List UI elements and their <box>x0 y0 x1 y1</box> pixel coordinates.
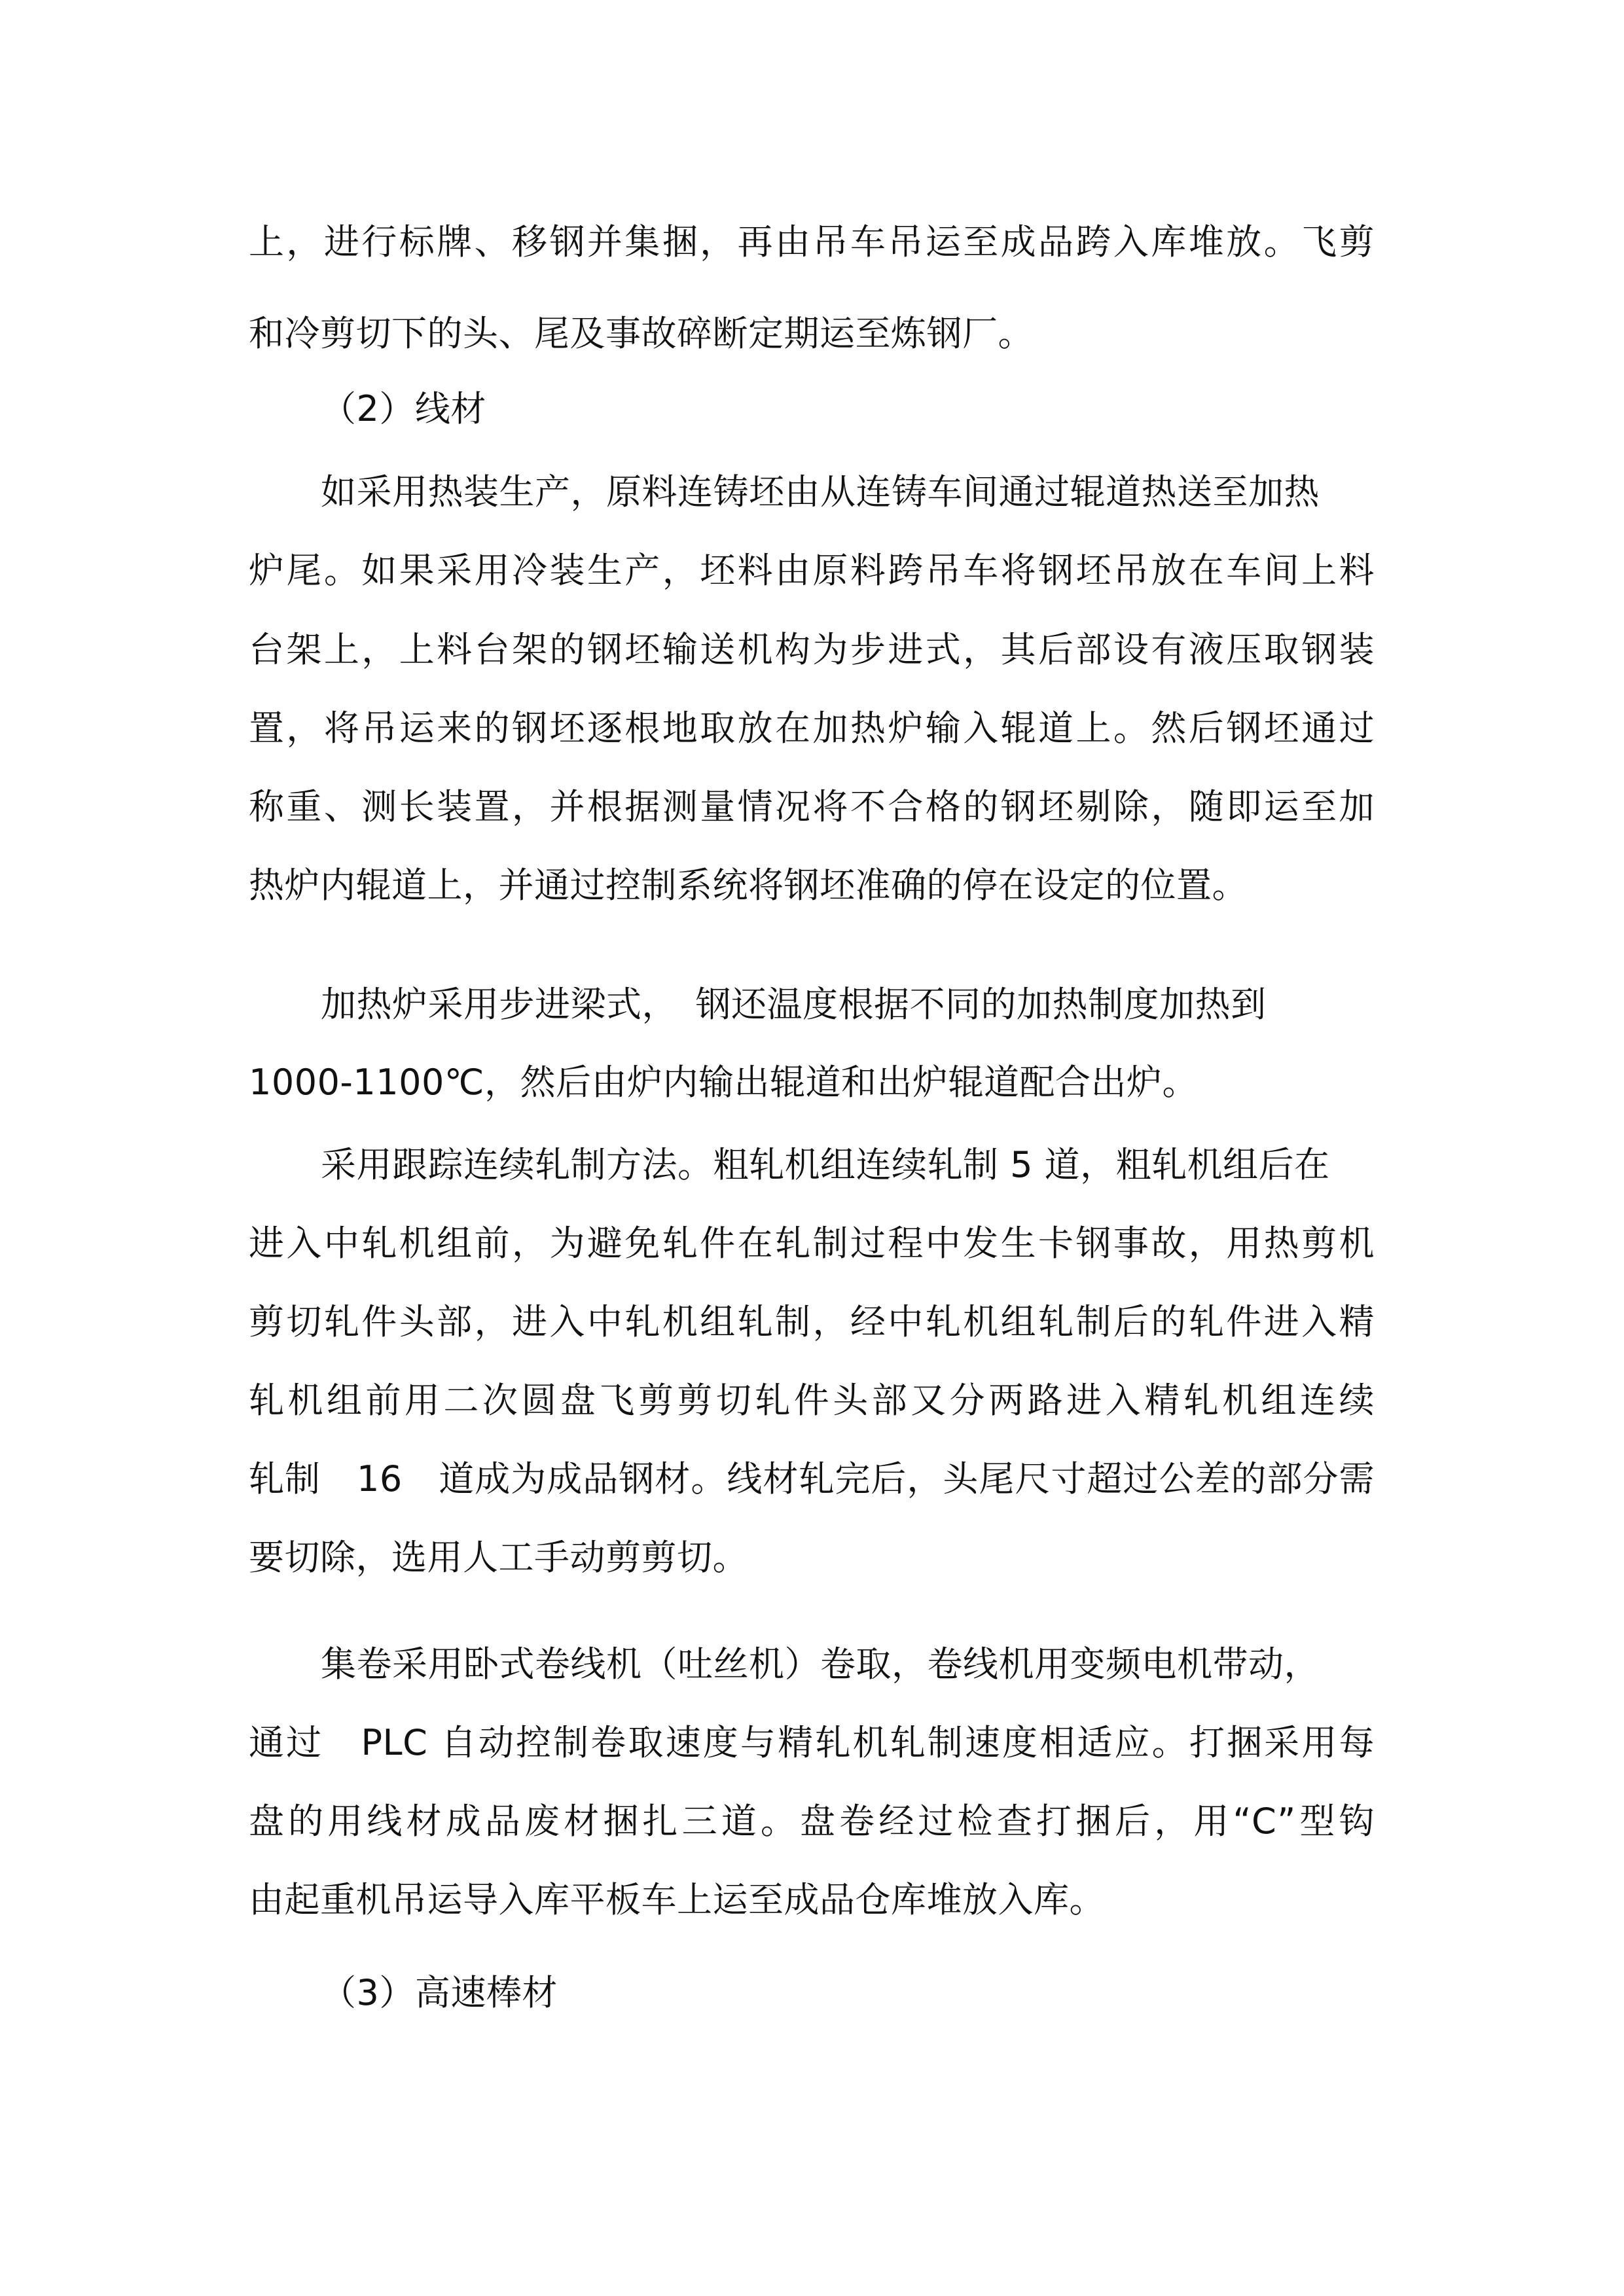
text-line: 和冷剪切下的头、尾及事故碎断定期运至炼钢厂。 <box>249 313 1034 354</box>
text-line: 称重、测长装置，并根据测量情况将不合格的钢坯剔除，随即运至加 <box>249 786 1375 827</box>
text-line: 台架上，上料台架的钢坯输送机构为步进式，其后部设有液压取钢装 <box>249 629 1375 670</box>
text-line: 轧制 16 道成为成品钢材。线材轧完后，头尾尺寸超过公差的部分需 <box>249 1458 1375 1499</box>
section-heading: （2）线材 <box>321 388 486 429</box>
text-line: 轧机组前用二次圆盘飞剪剪切轧件头部又分两路进入精轧机组连续 <box>249 1380 1375 1421</box>
paragraph-first-line: 采用跟踪连续轧制方法。粗轧机组连续轧制 5 道，粗轧机组后在 <box>321 1144 1330 1185</box>
paragraph-first-line: 加热炉采用步进梁式， 钢还温度根据不同的加热制度加热到 <box>321 984 1267 1025</box>
text-line: 盘的用线材成品废材捆扎三道。盘卷经过检查打捆后，用“C”型钩 <box>249 1801 1375 1842</box>
section-heading: （3）高速棒材 <box>321 1972 558 2013</box>
text-line: 剪切轧件头部，进入中轧机组轧制，经中轧机组轧制后的轧件进入精 <box>249 1301 1375 1342</box>
text-line: 要切除，选用人工手动剪剪切。 <box>249 1537 748 1578</box>
paragraph-first-line: 集卷采用卧式卷线机（吐丝机）卷取，卷线机用变频电机带动， <box>321 1643 1320 1685</box>
text-line: 置，将吊运来的钢坯逐根地取放在加热炉输入辊道上。然后钢坯通过 <box>249 708 1375 749</box>
text-line: 进入中轧机组前，为避免轧件在轧制过程中发生卡钢事故，用热剪机 <box>249 1223 1375 1264</box>
text-line: 由起重机吊运导入库平板车上运至成品仓库堆放入库。 <box>249 1879 1105 1920</box>
text-line: 上，进行标牌、移钢并集捆，再由吊车吊运至成品跨入库堆放。飞剪 <box>249 221 1375 262</box>
text-line: 炉尾。如果采用冷装生产，坯料由原料跨吊车将钢坯吊放在车间上料 <box>249 550 1375 591</box>
paragraph-first-line: 如采用热装生产，原料连铸坯由从连铸车间通过辊道热送至加热 <box>321 471 1320 512</box>
text-line: 通过 PLC 自动控制卷取速度与精轧机轧制速度相适应。打捆采用每 <box>249 1722 1375 1763</box>
text-line: 1000-1100℃，然后由炉内输出辊道和出炉辊道配合出炉。 <box>249 1062 1198 1103</box>
text-line: 热炉内辊道上，并通过控制系统将钢坯准确的停在设定的位置。 <box>249 865 1248 906</box>
